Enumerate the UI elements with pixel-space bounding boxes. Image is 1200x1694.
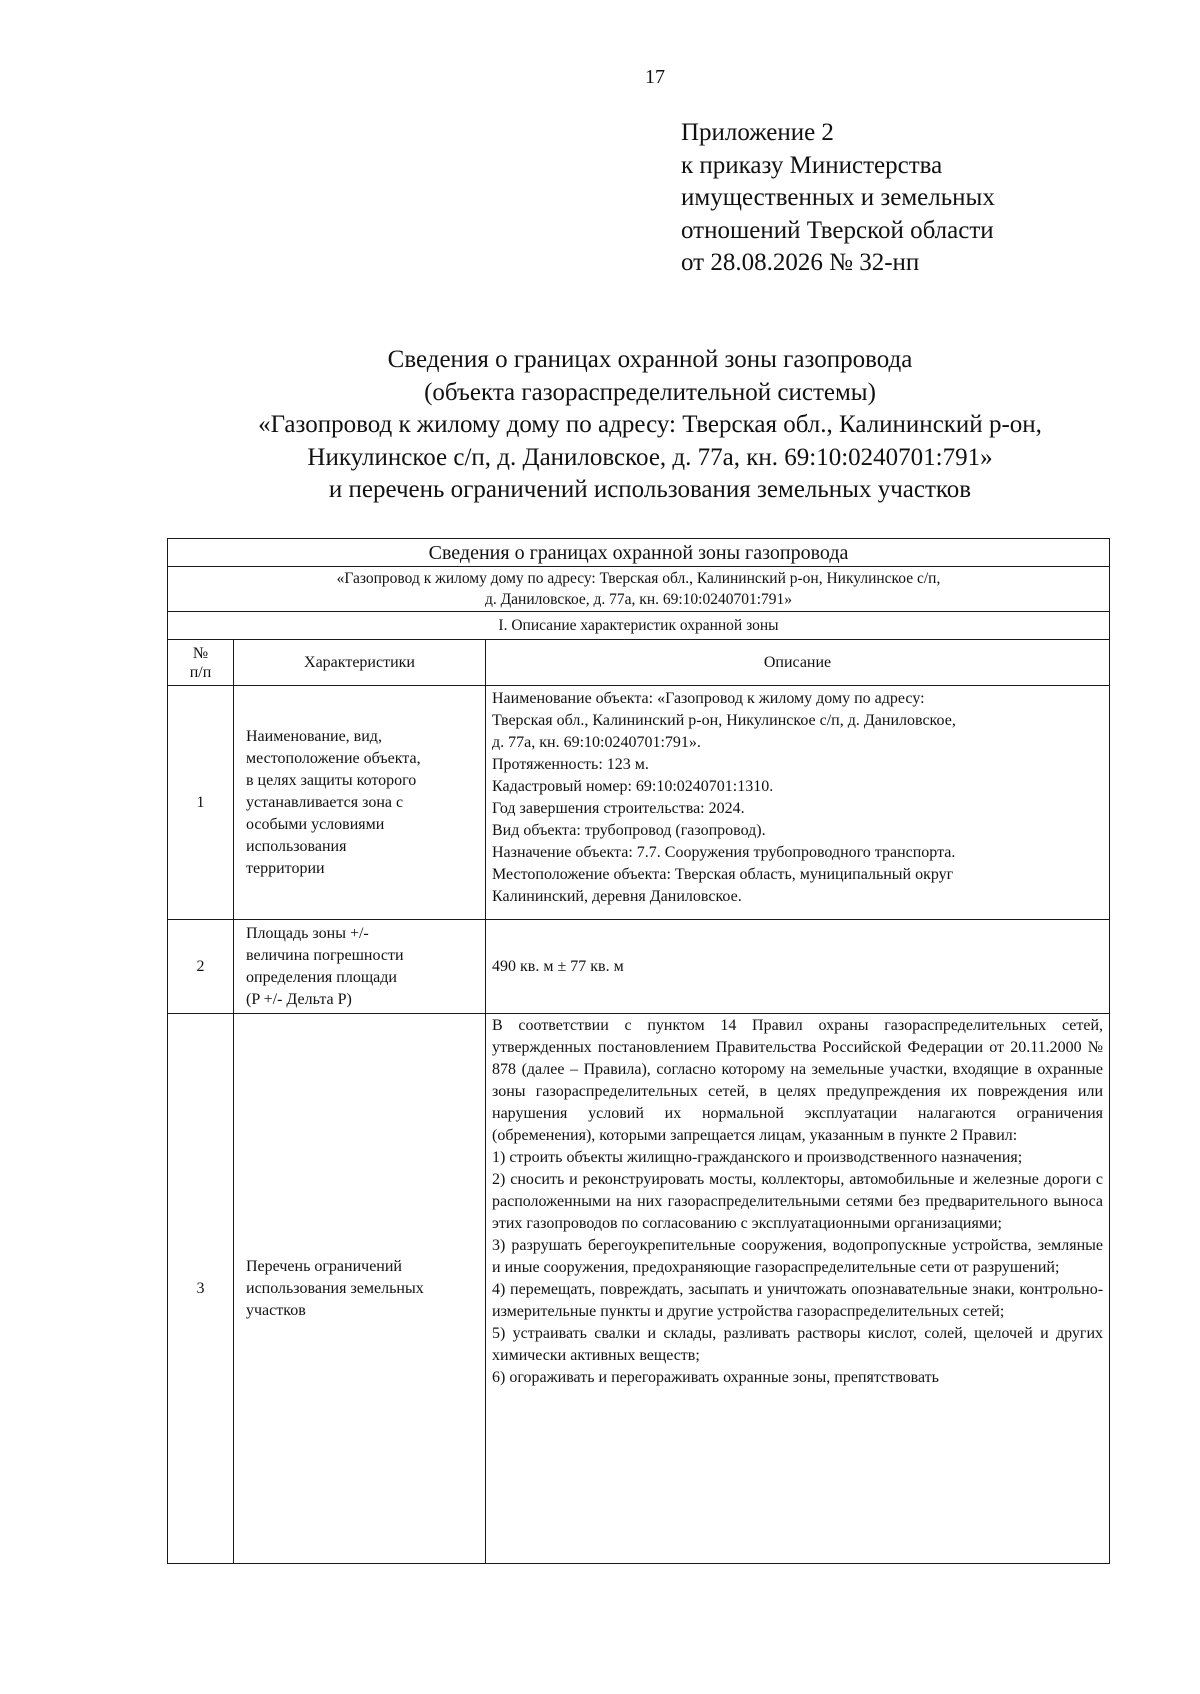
document-title [190,344,1110,507]
column-header-characteristics: Характеристики [234,640,486,686]
title-line: Сведения о границах охранной зоны газопровода [387,346,913,373]
restriction-item: 1) строить объекты жилищно-гражданского и производственного назначения; [492,1149,1023,1166]
restriction-item: 2) сносить и реконструировать мосты, коллекторы, автомобильные и железные дороги с расположенными на них газораспределительными сетями без предварительного выноса этих газопроводов по согласованию с эксплуатационными организациями; [492,1171,1104,1232]
row-number: 3 [168,1014,234,1564]
row-characteristic: Наименование, вид, местоположение объекта, в целях защиты которого устанавливается зона с особыми условиями использования территории [234,686,486,920]
row-characteristic: Перечень ограничений использования земельных участков [234,1014,486,1564]
protection-zone-table [167,538,1110,1564]
column-header-description: Описание [486,640,1110,686]
title-line: и перечень ограничений использования земельных участков [328,476,972,503]
row-description [486,1014,1110,1564]
table-row [168,920,1110,1014]
row-number: 2 [168,920,234,1014]
annex-line: отношений Тверской области [681,216,994,244]
title-line: Никулинское с/п, д. Даниловское, д. 77а, кн. 69:10:0240701:791» [307,443,993,471]
table-row [168,686,1110,920]
page-number: 17 [645,66,665,88]
annex-block [681,117,995,280]
table-header-main: Сведения о границах охранной зоны газопровода [168,539,1110,567]
table-row [168,1014,1110,1564]
row-characteristic: Площадь зоны +/- величина погрешности определения площади (P +/- Дельта P) [234,920,486,1014]
annex-line: от 28.08.2026 № 32-нп [681,249,920,276]
restriction-item: 5) устраивать свалки и склады, разливать растворы кислот, солей, щелочей и других химически активных веществ; [492,1325,1104,1364]
column-header-row [168,640,1110,686]
table-header-row [168,567,1110,612]
section-title: I. Описание характеристик охранной зоны [168,612,1110,640]
restriction-item: 3) разрушать берегоукрепительные сооружения, водопропускные устройства, земляные и иные сооружения, предохраняющие газораспределительные сети от разрушений; [492,1237,1104,1276]
title-line: «Газопровод к жилому дому по адресу: Тверская обл., Калининский р-он, [258,411,1042,438]
row-number: 1 [168,686,234,920]
table-header-object: «Газопровод к жилому дому по адресу: Тверская обл., Калининский р-он, Никулинское с/п, д. Даниловское, д. 77а, кн. 69:10:0240701:791» [168,567,1110,612]
annex-line: имущественных и земельных [681,184,995,211]
row-description: Наименование объекта: «Газопровод к жилому дому по адресу: Тверская обл., Калининский р-он, Никулинское с/п, д. Даниловское, д. 77а, кн. 69:10:0240701:791». Протяженность: 123 м. Кадастровый номер: 69:10:0240701:1310. Год завершения строительства: 2024. Вид объекта: трубопровод (газопровод). Назначение объекта: 7.7. Сооружения трубопроводного транспорта. Местоположение объекта: Тверская область, муниципальный округ Калининский, деревня Даниловское. [486,686,1110,920]
title-line: (объекта газораспределительной системы) [424,378,876,406]
annex-line: к приказу Министерства [681,151,943,179]
annex-line: Приложение 2 [681,119,834,146]
table-header-row [168,539,1110,567]
restriction-item: 6) огораживать и перегораживать охранные зоны, препятствовать [492,1369,939,1386]
restriction-item: 4) перемещать, повреждать, засыпать и уничтожать опознавательные знаки, контрольно-измерительные пункты и другие устройства газораспределительных сетей; [492,1281,1104,1320]
column-header-num: № п/п [168,640,234,686]
row-description: 490 кв. м ± 77 кв. м [486,920,1110,1014]
table-header-row [168,612,1110,640]
restriction-paragraph: В соответствии с пунктом 14 Правил охраны газораспределительных сетей, утвержденных постановлением Правительства Российской Федерации от 20.11.2000 № 878 (далее – Правила), согласно которому на земельные участки, входящие в охранные зоны газораспределительных сетей, в целях предупреждения их повреждения или нарушения условий их нормальной эксплуатации налагаются ограничения (обременения), которыми запрещается лицам, указанным в пункте 2 Правил: [492,1017,1104,1144]
